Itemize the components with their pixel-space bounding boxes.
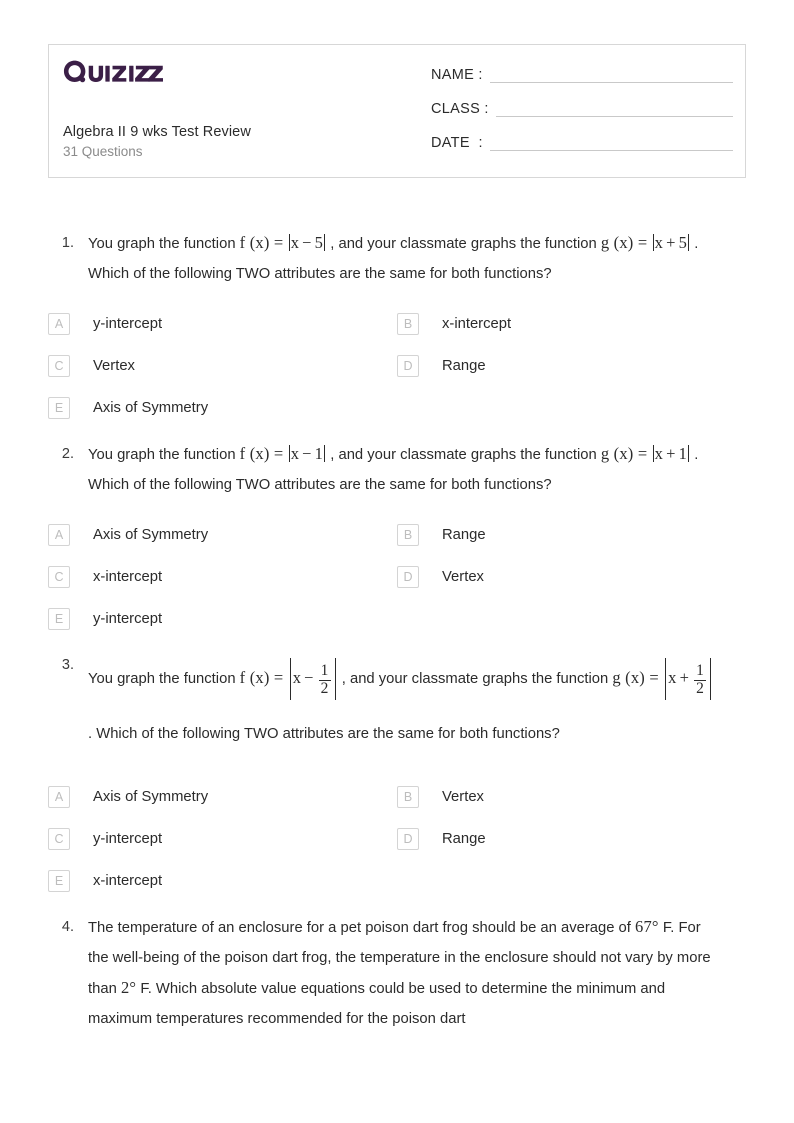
- answer-options: [48, 514, 746, 640]
- answer-option[interactable]: [48, 776, 397, 818]
- answer-option[interactable]: [48, 514, 397, 556]
- option-letter: B: [397, 524, 419, 546]
- option-label: x-intercept: [93, 569, 163, 585]
- answer-option[interactable]: [397, 345, 746, 387]
- option-letter: D: [397, 828, 419, 850]
- question-number: 4.: [61, 919, 74, 935]
- date-field-input[interactable]: [490, 136, 733, 151]
- option-label: Range: [442, 831, 486, 847]
- option-label: y-intercept: [93, 831, 163, 847]
- question-text-part: F. For the well-being of the poison dart frog, the temperature in the enclosure should not vary by more than: [88, 920, 711, 997]
- option-label: Axis of Symmetry: [93, 400, 209, 416]
- math-expression-g: g (x) = x + 1: [600, 444, 688, 463]
- option-letter: A: [48, 313, 70, 335]
- question-text: [88, 228, 746, 289]
- question-text-part: , and your classmate graphs the function: [330, 236, 597, 252]
- date-field-label: DATE :: [431, 134, 483, 151]
- question-text: [88, 439, 746, 500]
- option-letter: C: [48, 828, 70, 850]
- option-label: Vertex: [442, 789, 484, 805]
- option-letter: A: [48, 524, 70, 546]
- option-letter: E: [48, 608, 70, 630]
- math-expression-f: f (x) = x − $\frac{1}{2}$: [240, 650, 338, 705]
- option-letter: E: [48, 397, 70, 419]
- option-label: x-intercept: [442, 316, 512, 332]
- question-text-part: , and your classmate graphs the function: [330, 447, 597, 463]
- worksheet-header: [48, 44, 746, 178]
- answer-option[interactable]: [48, 598, 397, 640]
- quizizz-logo: [63, 59, 417, 85]
- quiz-meta-block: [63, 123, 417, 161]
- answer-option[interactable]: [48, 818, 397, 860]
- option-letter: E: [48, 870, 70, 892]
- student-info-fields: [417, 45, 745, 177]
- answer-option[interactable]: [397, 556, 746, 598]
- option-label: Range: [442, 527, 486, 543]
- answer-option[interactable]: [48, 345, 397, 387]
- question-number: 3.: [61, 657, 74, 673]
- name-field-input[interactable]: [490, 68, 733, 83]
- class-field-row: [431, 95, 733, 117]
- question-text-part: , and your classmate graphs the function: [341, 671, 609, 687]
- date-field-row: [431, 129, 733, 151]
- math-expression-f: f (x) = x − 5: [239, 233, 324, 252]
- name-field-label: NAME :: [431, 66, 483, 83]
- answer-option[interactable]: [397, 818, 746, 860]
- option-letter: C: [48, 566, 70, 588]
- question-number: 2.: [61, 446, 74, 462]
- class-field-label: CLASS :: [431, 100, 489, 117]
- question-text: [88, 650, 746, 762]
- question-spacer: [48, 640, 746, 650]
- option-letter: C: [48, 355, 70, 377]
- question-item: [48, 228, 746, 429]
- option-letter: A: [48, 786, 70, 808]
- question-spacer: [48, 429, 746, 439]
- option-label: y-intercept: [93, 316, 163, 332]
- question-text-part: The temperature of an enclosure for a pet poison dart frog should be an average of: [88, 920, 631, 936]
- question-text-part: . Which of the following TWO attributes are the same for both functions?: [88, 236, 699, 282]
- class-field-input[interactable]: [496, 102, 733, 117]
- math-expression-variance: 2°: [120, 978, 137, 997]
- question-item: [48, 912, 746, 1034]
- question-text-part: F. Which absolute value equations could be used to determine the minimum and maximum temperatures recommended for the poison dart: [88, 981, 666, 1027]
- name-field-row: [431, 61, 733, 83]
- option-label: Vertex: [93, 358, 135, 374]
- answer-option[interactable]: [48, 556, 397, 598]
- option-label: Axis of Symmetry: [93, 527, 209, 543]
- answer-option[interactable]: [48, 860, 397, 902]
- option-label: x-intercept: [93, 873, 163, 889]
- option-label: Vertex: [442, 569, 484, 585]
- option-letter: D: [397, 566, 419, 588]
- questions-list: [48, 228, 746, 1034]
- answer-options: [48, 303, 746, 429]
- answer-option[interactable]: [397, 303, 746, 345]
- answer-option[interactable]: [397, 514, 746, 556]
- option-label: Range: [442, 358, 486, 374]
- question-text-part: . Which of the following TWO attributes are the same for both functions?: [88, 726, 560, 742]
- question-text-part: You graph the function: [88, 447, 236, 463]
- question-item: [48, 439, 746, 640]
- question-text: [88, 912, 746, 1034]
- option-label: Axis of Symmetry: [93, 789, 209, 805]
- question-text-part: . Which of the following TWO attributes are the same for both functions?: [88, 447, 699, 493]
- header-left-column: [49, 45, 417, 177]
- math-expression-f: f (x) = x − 1: [239, 444, 324, 463]
- question-text-part: You graph the function: [88, 671, 236, 687]
- answer-options: [48, 776, 746, 902]
- question-spacer: [48, 902, 746, 912]
- math-expression-g: g (x) = x + $\frac{1}{2}$: [612, 650, 713, 705]
- option-label: y-intercept: [93, 611, 163, 627]
- answer-option[interactable]: [48, 387, 397, 429]
- quiz-title: Algebra II 9 wks Test Review: [63, 123, 251, 140]
- option-letter: D: [397, 355, 419, 377]
- option-letter: B: [397, 313, 419, 335]
- answer-option[interactable]: [397, 776, 746, 818]
- math-expression-g: g (x) = x + 5: [600, 233, 688, 252]
- question-item: [48, 650, 746, 902]
- answer-option[interactable]: [48, 303, 397, 345]
- question-number: 1.: [61, 235, 74, 251]
- option-letter: B: [397, 786, 419, 808]
- quiz-question-count: 31 Questions: [63, 143, 143, 159]
- math-expression-average-temp: 67°: [635, 917, 659, 936]
- question-text-part: You graph the function: [88, 236, 236, 252]
